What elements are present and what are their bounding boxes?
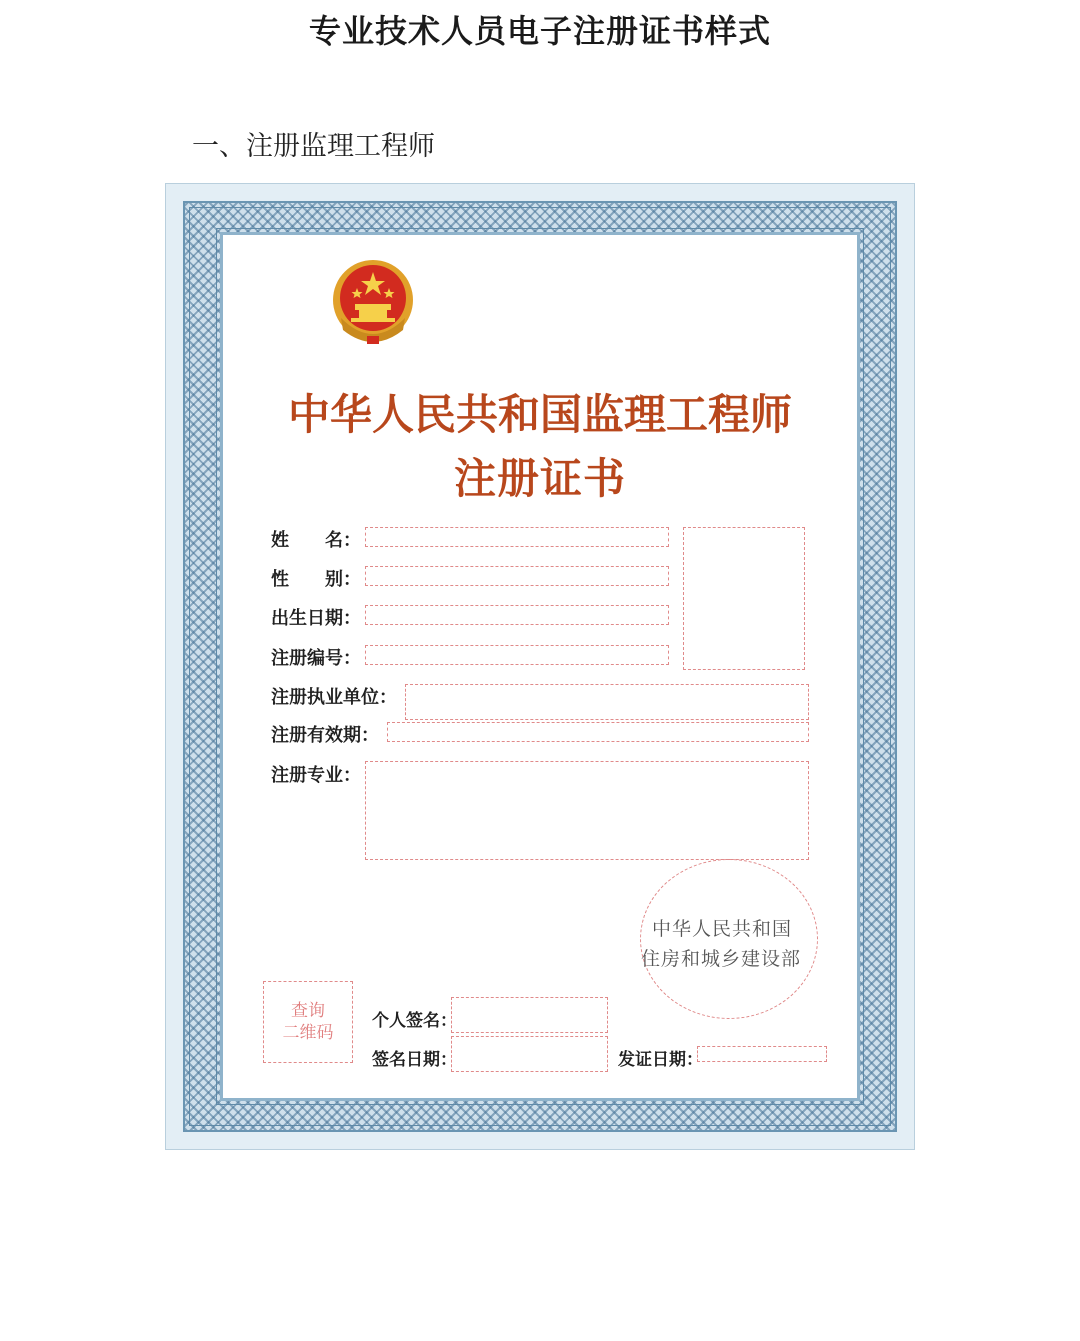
label-validity: 注册有效期：: [271, 725, 379, 746]
specialty-field: [365, 761, 809, 860]
photo-placeholder: [683, 527, 805, 670]
qr-code-placeholder: [263, 981, 353, 1063]
document-title: 专业技术人员电子注册证书样式: [308, 12, 771, 50]
label-name: 姓 名：: [271, 530, 361, 551]
name-field: [365, 527, 669, 547]
label-specialty: 注册专业：: [271, 765, 361, 786]
label-birth-date: 出生日期：: [271, 608, 361, 629]
label-practice-unit: 注册执业单位：: [271, 687, 397, 708]
seal-line1: 中华人民共和国: [652, 918, 793, 940]
label-gender: 性 别：: [271, 569, 361, 590]
label-reg-number: 注册编号：: [271, 648, 361, 669]
national-emblem-icon: [327, 258, 419, 348]
certificate-title-line2: 注册证书: [453, 454, 626, 503]
signature-date-field: [451, 1036, 608, 1072]
personal-signature-field: [451, 997, 608, 1033]
section-heading: 一、注册监理工程师: [192, 131, 435, 162]
reg-number-field: [365, 645, 669, 665]
gender-field: [365, 566, 669, 586]
birth-date-field: [365, 605, 669, 625]
label-signature-date: 签名日期：: [372, 1050, 457, 1070]
label-personal-signature: 个人签名：: [372, 1011, 457, 1031]
qr-label-line2: 二维码: [282, 1023, 334, 1043]
practice-unit-field: [405, 684, 809, 720]
validity-field: [387, 722, 809, 742]
seal-line2: 住房和城乡建设部: [641, 948, 802, 970]
issue-date-field: [697, 1046, 827, 1062]
label-issue-date: 发证日期：: [618, 1050, 703, 1070]
qr-label-line1: 查询: [291, 1001, 325, 1021]
certificate-title-line1: 中华人民共和国监理工程师: [287, 390, 792, 439]
